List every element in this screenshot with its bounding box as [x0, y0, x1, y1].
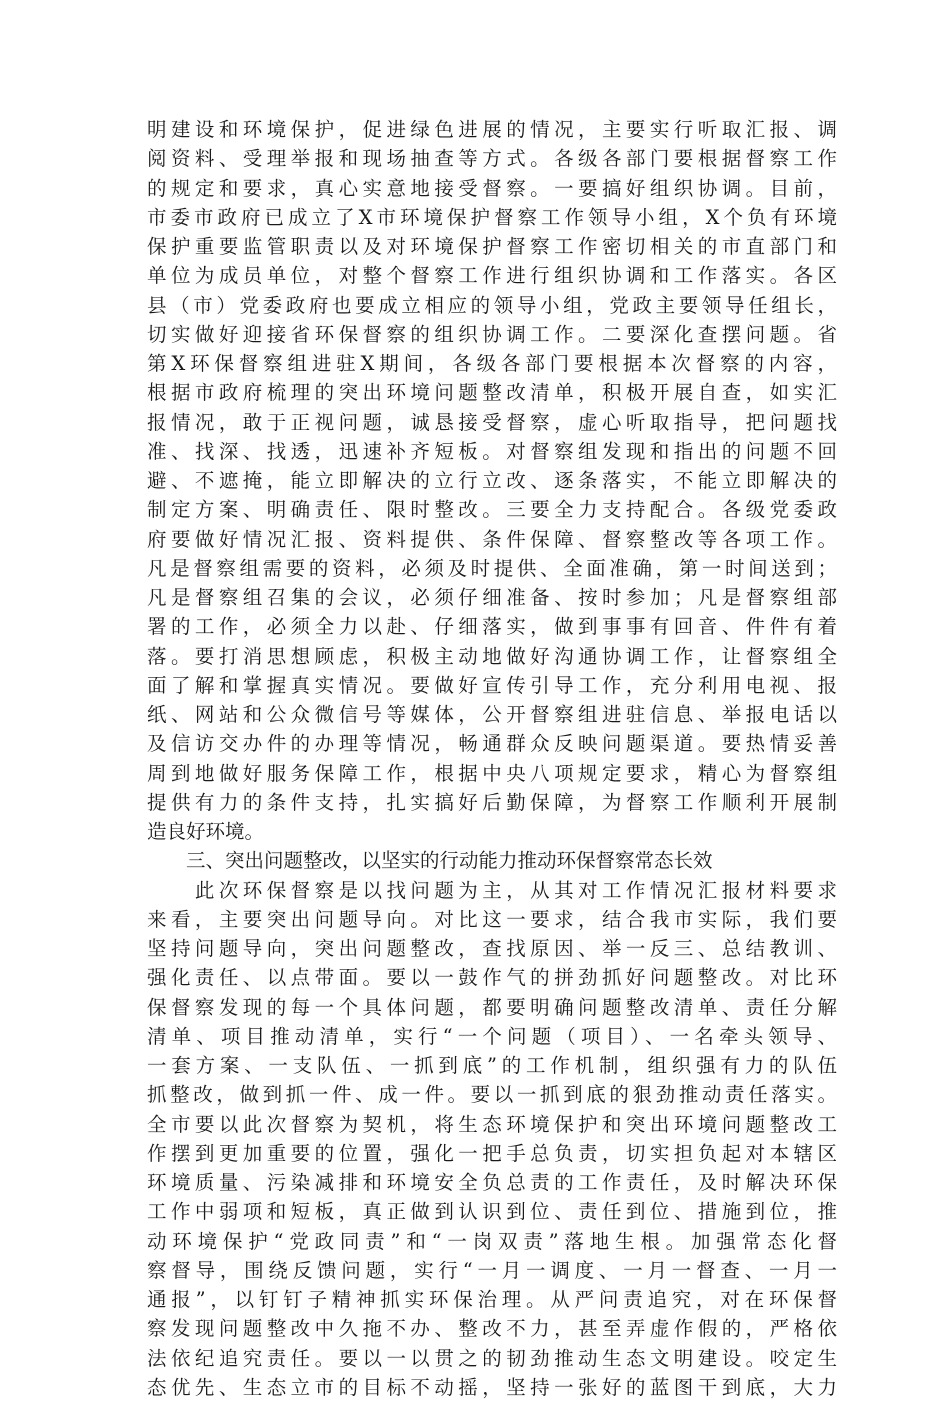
text-line: 环境质量、污染减排和环境安全负总责的工作责任，及时解决环保: [147, 1171, 837, 1194]
text-line: 单位为成员单位，对整个督察工作进行组织协调和工作落实。各区: [147, 264, 837, 288]
text-line: 法依纪追究责任。要以一以贯之的韧劲推动生态文明建设。咬定生: [147, 1346, 837, 1370]
section-heading: 三、突出问题整改，以坚实的行动能力推动环保督察常态长效: [147, 849, 713, 873]
text-line: 面了解和掌握真实情况。要做好宣传引导工作，充分利用电视、报: [147, 673, 837, 697]
text-line: 来看，主要突出问题导向。对比这一要求，结合我市实际，我们要: [147, 907, 837, 931]
text-line: 工作中弱项和短板，真正做到认识到位、责任到位、措施到位，推: [147, 1200, 837, 1224]
text-line: 制定方案、明确责任、限时整改。三要全力支持配合。各级党委政: [147, 498, 837, 522]
text-line: 全市要以此次督察为契机，将生态环境保护和突出环境问题整改工: [147, 1112, 837, 1136]
text-line: 第X环保督察组进驻X期间，各级各部门要根据本次督察的内容，: [147, 352, 837, 375]
text-line: 明建设和环境保护，促进绿色进展的情况，主要实行听取汇报、调: [147, 118, 837, 141]
text-line: 凡是督察组召集的会议，必须仔细准备、按时参加；凡是督察组部: [147, 586, 837, 609]
text-line: 造良好环境。: [147, 820, 265, 843]
text-line: 保督察发现的每一个具体问题，都要明确问题整改清单、责任分解: [147, 995, 837, 1019]
text-line: 察督导，围绕反馈问题，实行“一月一调度、一月一督查、一月一: [147, 1258, 837, 1282]
text-line: 纸、网站和公众微信号等媒体，公开督察组进驻信息、举报电话以: [147, 703, 837, 726]
text-line: 县（市）党委政府也要成立相应的领导小组，党政主要领导任组长，: [147, 293, 837, 317]
text-line: 市委市政府已成立了X市环境保护督察工作领导小组，X个负有环境: [147, 205, 837, 229]
text-line: 动环境保护“党政同责”和“一岗双责”落地生根。加强常态化督: [147, 1229, 837, 1253]
text-line: 准、找深、找透，迅速补齐短板。对督察组发现和指出的问题不回: [147, 439, 837, 463]
text-line: 署的工作，必须全力以赴、仔细落实，做到事事有回音、件件有着: [147, 615, 837, 639]
text-line: 抓整改，做到抓一件、成一件。要以一抓到底的狠劲推动责任落实。: [147, 1083, 837, 1107]
text-line: 察发现问题整改中久拖不办、整改不力，甚至弄虚作假的，严格依: [147, 1317, 837, 1341]
text-line: 的规定和要求，真心实意地接受督察。一要搞好组织协调。目前，: [147, 176, 837, 200]
text-line: 报情况，敢于正视问题，诚恳接受督察，虚心听取指导，把问题找: [147, 410, 837, 434]
text-line: 落。要打消思想顾虑，积极主动地做好沟通协调工作，让督察组全: [147, 644, 837, 668]
text-line: 府要做好情况汇报、资料提供、条件保障、督察整改等各项工作。: [147, 527, 837, 551]
text-line: 提供有力的条件支持，扎实搞好后勤保障，为督察工作顺利开展制: [147, 790, 837, 814]
text-line: 保护重要监管职责以及对环境保护督察工作密切相关的市直部门和: [147, 235, 837, 258]
body-text: [147, 115, 837, 1402]
text-line: 此次环保督察是以找问题为主，从其对工作情况汇报材料要求: [147, 878, 837, 902]
text-line: 及信访交办件的办理等情况，畅通群众反映问题渠道。要热情妥善: [147, 732, 837, 756]
text-line: 切实做好迎接省环保督察的组织协调工作。二要深化查摆问题。省: [147, 322, 837, 346]
text-line: 清单、项目推动清单，实行“一个问题（项目）、一名牵头领导、: [147, 1024, 837, 1048]
text-line: 周到地做好服务保障工作，根据中央八项规定要求，精心为督察组: [147, 761, 837, 785]
text-line: 避、不遮掩，能立即解决的立行立改、逐条落实，不能立即解决的: [147, 469, 837, 492]
text-line: 强化责任、以点带面。要以一鼓作气的拼劲抓好问题整改。对比环: [147, 966, 837, 990]
text-line: 阅资料、受理举报和现场抽查等方式。各级各部门要根据督察工作: [147, 147, 837, 171]
text-line: 态优先、生态立市的目标不动摇，坚持一张好的蓝图干到底，大力: [147, 1375, 837, 1399]
text-line: 坚持问题导向，突出问题整改，查找原因、举一反三、总结教训、: [147, 937, 837, 960]
text-line: 根据市政府梳理的突出环境问题整改清单，积极开展自查，如实汇: [147, 381, 837, 405]
text-line: 通报”，以钉钉子精神抓实环保治理。从严问责追究，对在环保督: [147, 1288, 837, 1311]
text-line: 凡是督察组需要的资料，必须及时提供、全面准确，第一时间送到；: [147, 556, 837, 580]
text-line: 一套方案、一支队伍、一抓到底”的工作机制，组织强有力的队伍: [147, 1054, 837, 1077]
text-line: 作摆到更加重要的位置，强化一把手总负责，切实担负起对本辖区: [147, 1141, 837, 1165]
